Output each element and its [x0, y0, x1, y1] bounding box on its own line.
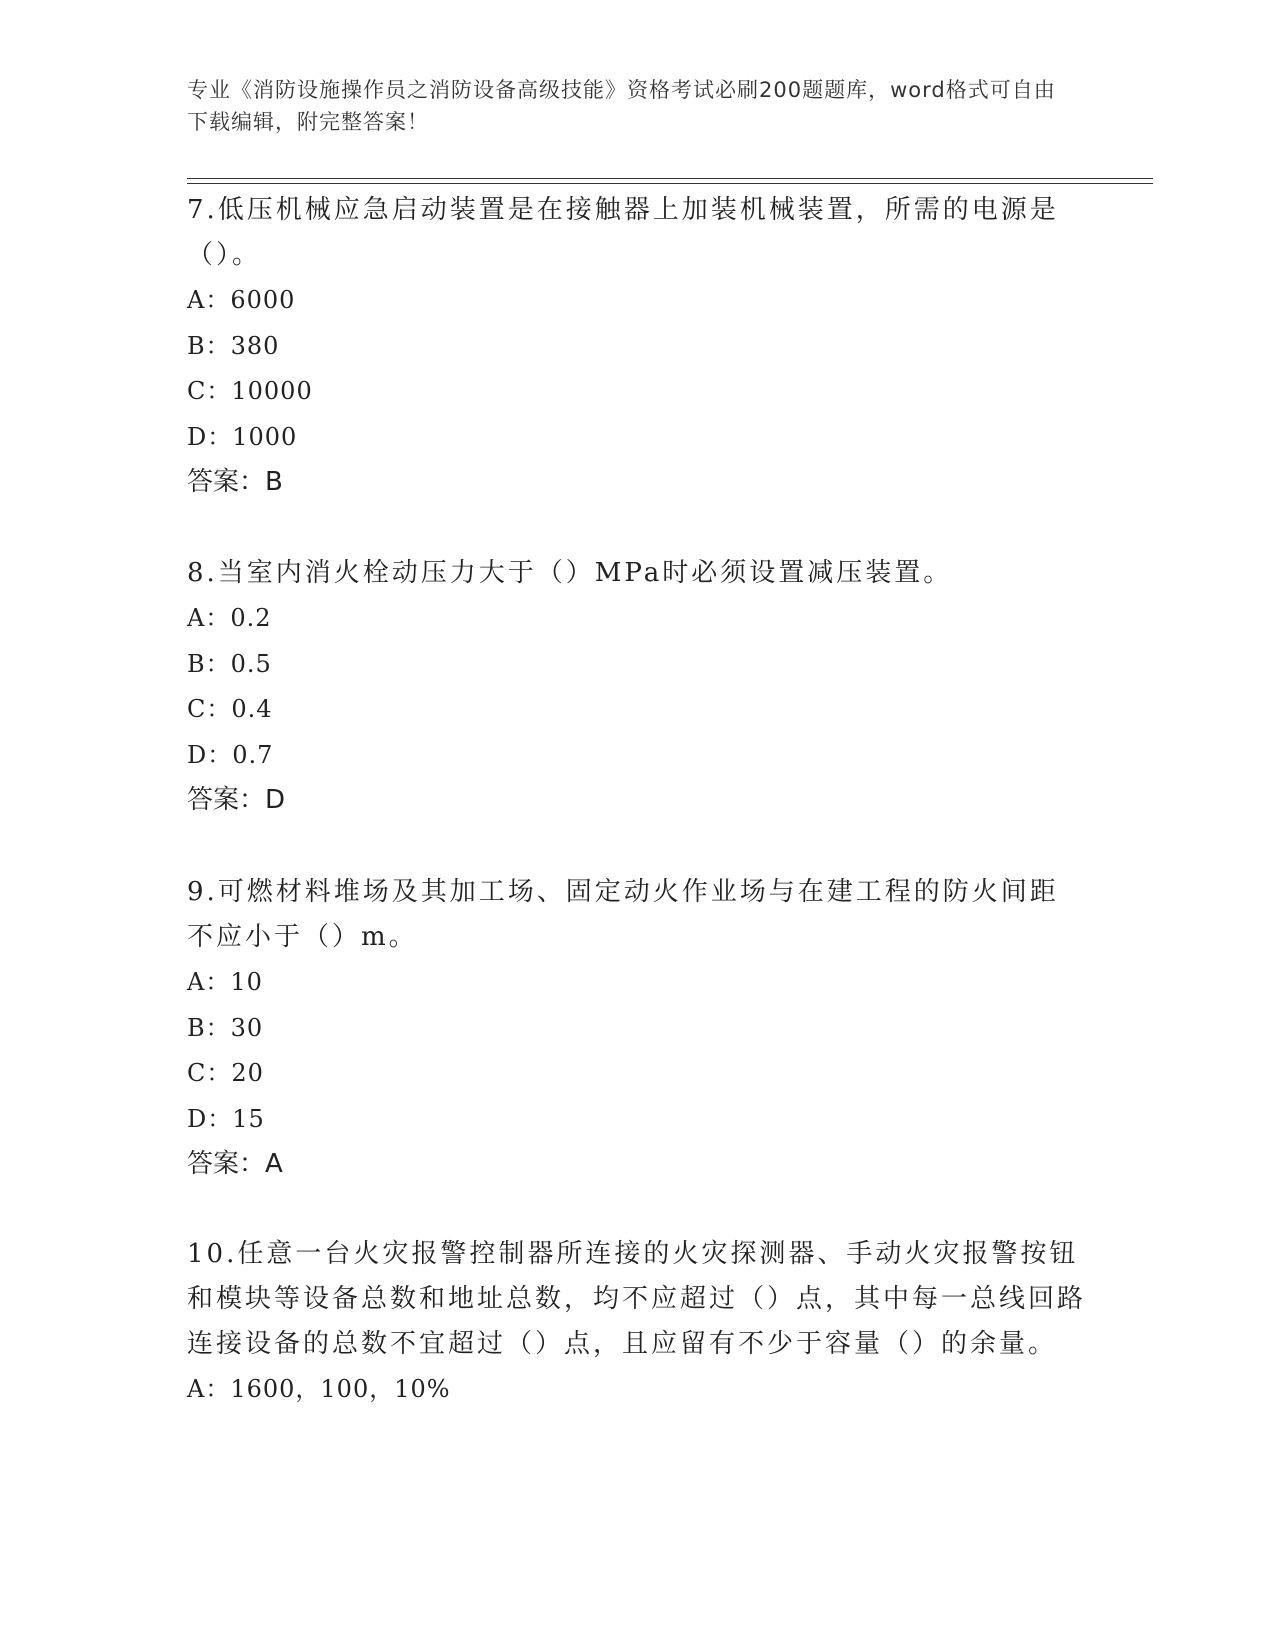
header-divider-bottom [187, 183, 1153, 184]
option-a: A：6000 [187, 286, 296, 314]
question-9 [187, 870, 1087, 1187]
option-b: B：0.5 [187, 649, 272, 678]
option-a: A：1600，100，10% [187, 1375, 451, 1403]
question-stem: 8.当室内消火栓动压力大于（）MPa时必须设置减压装置。 [187, 558, 953, 588]
document-header: 专业《消防设施操作员之消防设备高级技能》资格考试必刷200题题库，word格式可自由下载编辑，附完整答案！ [187, 78, 1056, 134]
option-b: B：30 [187, 1013, 264, 1042]
question-10 [187, 1232, 1087, 1413]
question-stem: 7.低压机械应急启动装置是在接触器上加装机械装置，所需的电源是（）。 [187, 195, 1059, 270]
question-stem: 10.任意一台火灾报警控制器所连接的火灾探测器、手动火灾报警按钮和模块等设备总数和地址总数，均不应超过（）点，其中每一总线回路连接设备的总数不宜超过（）点，且应留有不少于容量（）的余量。 [187, 1239, 1087, 1359]
answer-line: 答案：D [187, 785, 286, 815]
option-c: C：20 [187, 1059, 264, 1087]
option-a: A：0.2 [187, 604, 272, 632]
option-d: D：0.7 [187, 740, 274, 769]
option-c: C：0.4 [187, 695, 273, 723]
option-d: D：15 [187, 1104, 265, 1133]
option-b: B：380 [187, 331, 280, 360]
question-8 [187, 551, 1087, 823]
header-divider-top [187, 178, 1153, 179]
option-a: A：10 [187, 968, 263, 996]
option-c: C：10000 [187, 377, 313, 405]
answer-line: 答案：B [187, 467, 283, 497]
option-d: D：1000 [187, 422, 298, 451]
answer-line: 答案：A [187, 1149, 283, 1179]
question-7 [187, 188, 1087, 505]
question-stem: 9.可燃材料堆场及其加工场、固定动火作业场与在建工程的防火间距不应小于（）m。 [187, 877, 1059, 952]
